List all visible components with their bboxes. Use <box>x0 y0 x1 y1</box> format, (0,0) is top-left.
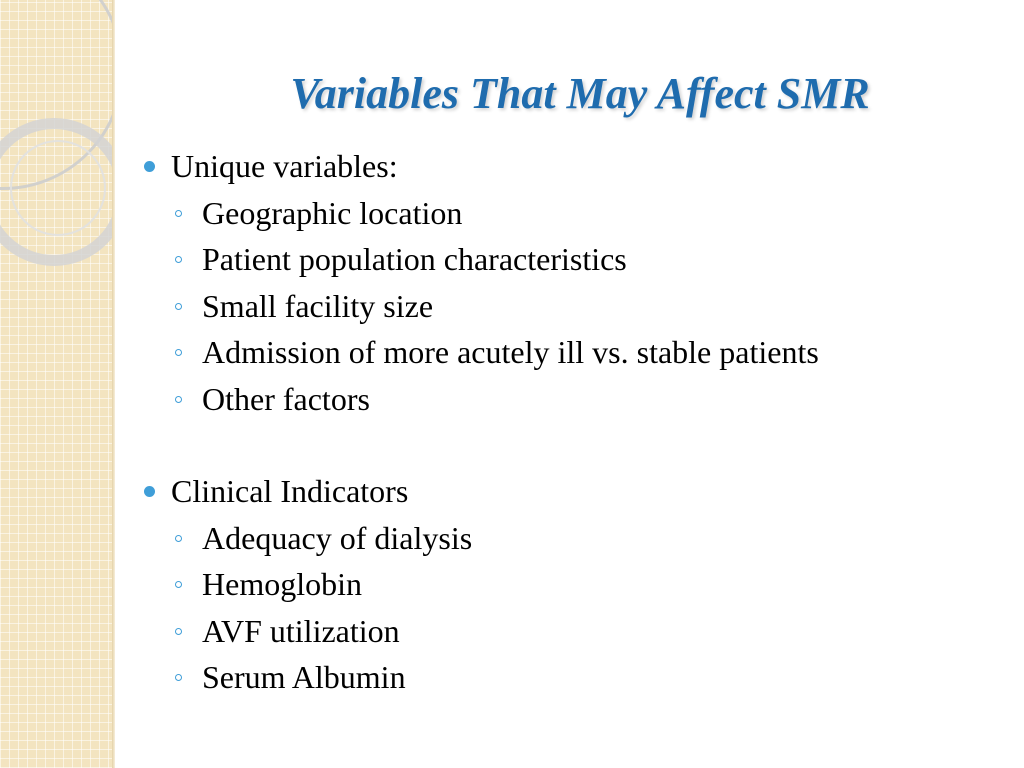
sub-bullet-text: Other factors <box>202 380 370 417</box>
sub-bullet-item <box>140 654 1000 701</box>
slide-body <box>140 143 1000 701</box>
sub-bullet-item <box>140 329 1000 376</box>
sub-bullet-text: AVF utilization <box>202 612 400 649</box>
sub-bullet-item <box>140 283 1000 330</box>
sub-bullet-text: Geographic location <box>202 194 463 231</box>
sub-bullet-text: Hemoglobin <box>202 566 362 602</box>
bullet-item <box>140 468 1000 515</box>
hollow-bullet-icon <box>175 349 182 356</box>
bullet-text: Clinical Indicators <box>171 473 409 509</box>
sub-bullet-item <box>140 236 1000 283</box>
section-unique-variables <box>140 143 1000 422</box>
sub-bullet-text: Admission of more acutely ill vs. stable patients <box>202 334 819 370</box>
sub-bullet-text: Patient population characteristics <box>202 241 627 277</box>
sub-bullet-text: Adequacy of dialysis <box>202 519 473 556</box>
sub-bullet-item <box>140 515 1000 562</box>
sub-bullet-item <box>140 561 1000 608</box>
bullet-item <box>140 143 1000 190</box>
side-panel-edge <box>112 0 115 768</box>
decorative-side-panel <box>0 0 112 768</box>
filled-bullet-icon <box>144 161 155 172</box>
sub-bullet-item <box>140 376 1000 423</box>
bullet-text: Unique variables: <box>171 148 398 184</box>
hollow-bullet-icon <box>175 210 182 217</box>
slide-title: Variables That May Affect SMR <box>290 69 870 118</box>
sub-bullet-text: Serum Albumin <box>202 659 406 695</box>
section-clinical-indicators <box>140 468 1000 701</box>
hollow-bullet-icon <box>175 581 182 588</box>
filled-bullet-icon <box>144 486 155 497</box>
hollow-bullet-icon <box>175 396 182 403</box>
hollow-bullet-icon <box>175 674 182 681</box>
hollow-bullet-icon <box>175 628 182 635</box>
decorative-ring <box>10 140 106 236</box>
sub-bullet-item <box>140 190 1000 237</box>
sub-bullet-text: Small facility size <box>202 287 434 324</box>
hollow-bullet-icon <box>175 256 182 263</box>
hollow-bullet-icon <box>175 535 182 542</box>
hollow-bullet-icon <box>175 303 182 310</box>
sub-bullet-item <box>140 608 1000 655</box>
